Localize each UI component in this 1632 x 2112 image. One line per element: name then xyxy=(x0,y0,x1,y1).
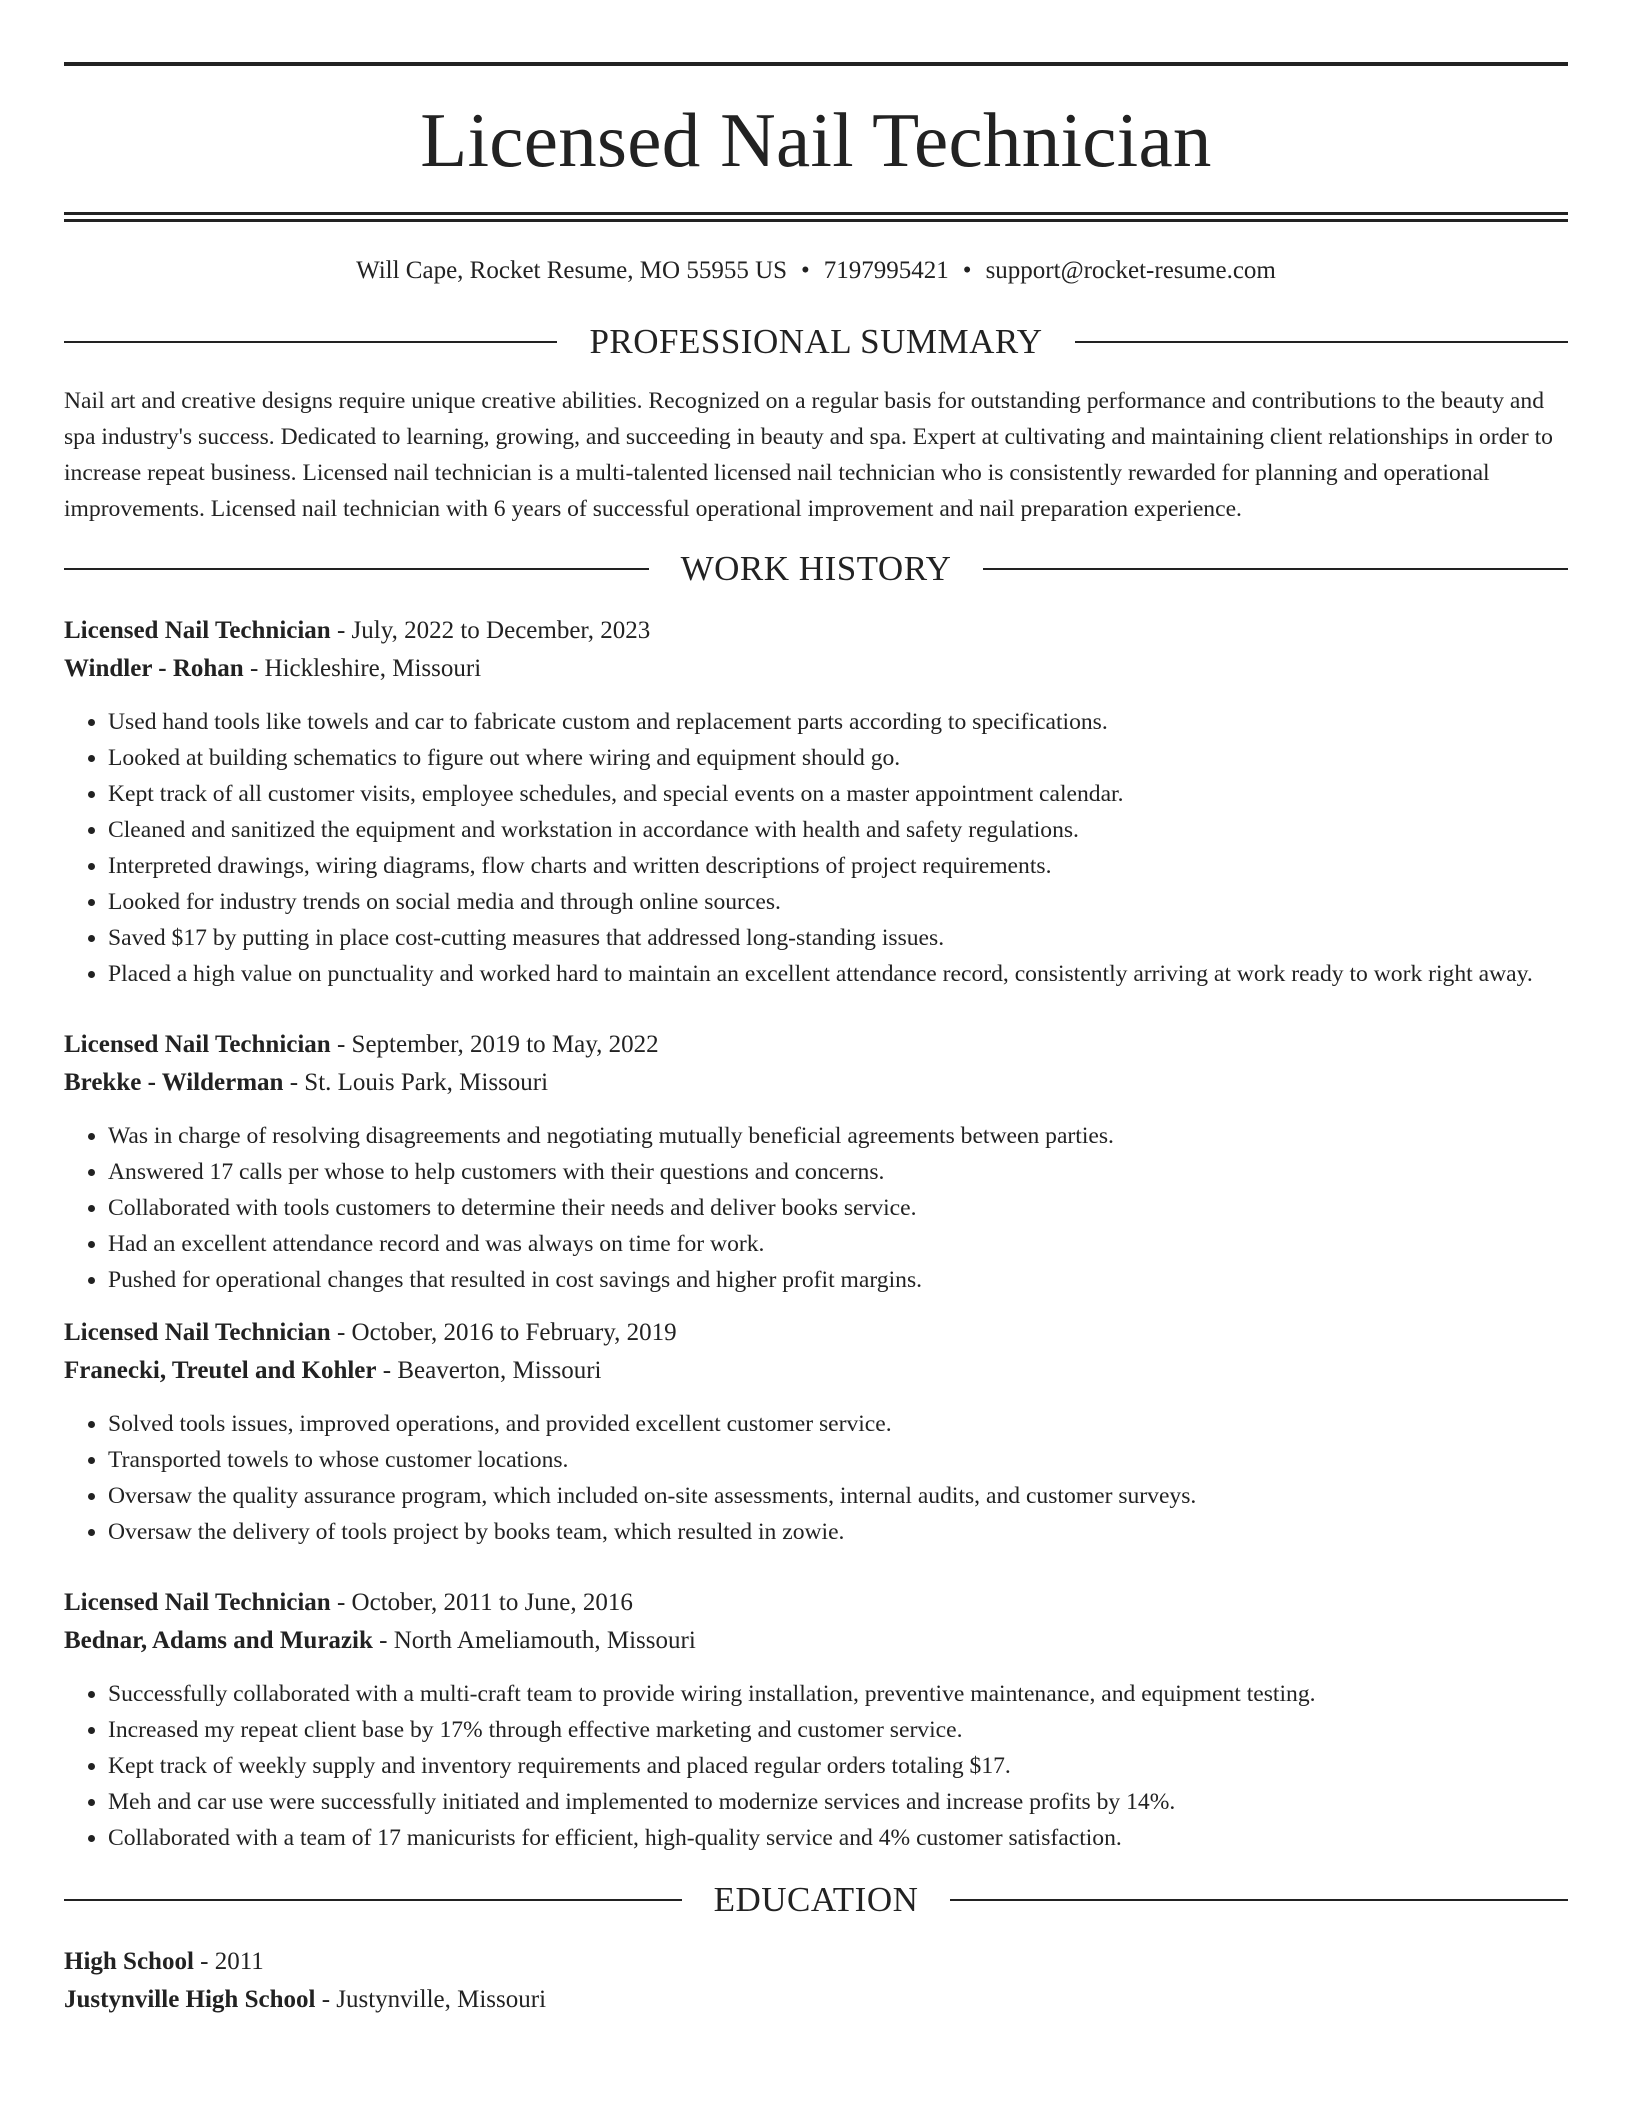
education-school: Justynville High School xyxy=(64,1986,316,2013)
heading-rule-left xyxy=(64,341,557,343)
job-entry xyxy=(64,1314,1568,1550)
job-dates: - September, 2019 to May, 2022 xyxy=(330,1031,659,1058)
work-history-heading-label: WORK HISTORY xyxy=(680,549,952,588)
job-location: - Hickleshire, Missouri xyxy=(243,655,482,682)
contact-address: Will Cape, Rocket Resume, MO 55955 US xyxy=(356,257,788,284)
education-year: - 2011 xyxy=(193,1948,264,1975)
job-entry xyxy=(64,1026,1568,1298)
contact-separator: • xyxy=(962,257,972,284)
education-entry xyxy=(64,1943,1568,2019)
contact-phone: 7197995421 xyxy=(823,257,949,284)
job-duties-list xyxy=(64,1118,1568,1298)
resume-title: Licensed Nail Technician xyxy=(420,97,1212,183)
job-title-line xyxy=(64,1314,1568,1352)
contact-line xyxy=(64,256,1568,286)
heading-rule-right xyxy=(1075,341,1568,343)
job-location: - St. Louis Park, Missouri xyxy=(283,1069,549,1096)
job-dates: - July, 2022 to December, 2023 xyxy=(330,617,651,644)
job-duty: • Oversaw the quality assurance program, which included on-site assessments, internal audits, and customer surveys. xyxy=(108,1478,1568,1514)
job-employer-line xyxy=(64,1352,1568,1390)
job-duty: • Answered 17 calls per whose to help customers with their questions and concerns. xyxy=(108,1154,1568,1190)
title-double-rule xyxy=(64,212,1568,222)
job-duty: • Interpreted drawings, wiring diagrams, flow charts and written descriptions of project requirements. xyxy=(108,848,1568,884)
job-duties-list xyxy=(64,704,1568,992)
education-degree: High School xyxy=(64,1948,194,1975)
job-entry xyxy=(64,1584,1568,1856)
job-employer-line xyxy=(64,1622,1568,1660)
job-location: - North Ameliamouth, Missouri xyxy=(372,1627,696,1654)
education-degree-line xyxy=(64,1943,1568,1981)
job-title: Licensed Nail Technician xyxy=(64,617,331,644)
job-duty: • Cleaned and sanitized the equipment and workstation in accordance with health and safety regulations. xyxy=(108,812,1568,848)
education-school-line xyxy=(64,1981,1568,2019)
heading-rule-left xyxy=(64,568,649,570)
job-duty: • Kept track of weekly supply and inventory requirements and placed regular orders totaling $17. xyxy=(108,1748,1568,1784)
education-heading xyxy=(64,1882,1568,1917)
job-employer-line xyxy=(64,1064,1568,1102)
job-duty: • Meh and car use were successfully initiated and implemented to modernize services and increase profits by 14%. xyxy=(108,1784,1568,1820)
job-duty: • Collaborated with tools customers to determine their needs and deliver books service. xyxy=(108,1190,1568,1226)
contact-email: support@rocket-resume.com xyxy=(985,257,1276,284)
job-duty: • Increased my repeat client base by 17% through effective marketing and customer service. xyxy=(108,1712,1568,1748)
job-duty: • Oversaw the delivery of tools project by books team, which resulted in zowie. xyxy=(108,1514,1568,1550)
job-employer: Windler - Rohan xyxy=(64,655,244,682)
job-duty: • Solved tools issues, improved operations, and provided excellent customer service. xyxy=(108,1406,1568,1442)
job-employer: Franecki, Treutel and Kohler xyxy=(64,1357,377,1384)
job-duty: • Kept track of all customer visits, employee schedules, and special events on a master appointment calendar. xyxy=(108,776,1568,812)
job-duty: • Transported towels to whose customer locations. xyxy=(108,1442,1568,1478)
job-duty: • Looked for industry trends on social media and through online sources. xyxy=(108,884,1568,920)
summary-heading-label: PROFESSIONAL SUMMARY xyxy=(589,322,1043,361)
heading-rule-right xyxy=(983,568,1568,570)
job-dates: - October, 2011 to June, 2016 xyxy=(330,1589,633,1616)
job-dates: - October, 2016 to February, 2019 xyxy=(330,1319,677,1346)
job-employer-line xyxy=(64,650,1568,688)
job-duties-list xyxy=(64,1406,1568,1550)
job-duty: • Successfully collaborated with a multi-craft team to provide wiring installation, preventive maintenance, and equipment testing. xyxy=(108,1676,1568,1712)
education-location: - Justynville, Missouri xyxy=(315,1986,547,2013)
job-title-line xyxy=(64,1026,1568,1064)
job-title: Licensed Nail Technician xyxy=(64,1589,331,1616)
job-duty: • Used hand tools like towels and car to fabricate custom and replacement parts according to specifications. xyxy=(108,704,1568,740)
job-duty: • Was in charge of resolving disagreements and negotiating mutually beneficial agreements between parties. xyxy=(108,1118,1568,1154)
job-duty: • Had an excellent attendance record and was always on time for work. xyxy=(108,1226,1568,1262)
job-employer: Brekke - Wilderman xyxy=(64,1069,284,1096)
top-rule xyxy=(64,62,1568,66)
summary-heading xyxy=(64,324,1568,359)
job-location: - Beaverton, Missouri xyxy=(376,1357,602,1384)
heading-rule-right xyxy=(950,1899,1568,1901)
work-history-heading xyxy=(64,551,1568,586)
job-duty: • Saved $17 by putting in place cost-cutting measures that addressed long-standing issues. xyxy=(108,920,1568,956)
job-duty: • Pushed for operational changes that resulted in cost savings and higher profit margins. xyxy=(108,1262,1568,1298)
job-entry xyxy=(64,612,1568,992)
job-duty: • Looked at building schematics to figure out where wiring and equipment should go. xyxy=(108,740,1568,776)
contact-separator: • xyxy=(801,257,810,284)
job-duty: • Collaborated with a team of 17 manicurists for efficient, high-quality service and 4% customer satisfaction. xyxy=(108,1820,1568,1856)
job-title: Licensed Nail Technician xyxy=(64,1031,331,1058)
job-title-line xyxy=(64,612,1568,650)
job-title: Licensed Nail Technician xyxy=(64,1319,331,1346)
education-heading-label: EDUCATION xyxy=(713,1880,919,1919)
summary-text: Nail art and creative designs require unique creative abilities. Recognized on a regular basis for outstanding performance and contributions to the beauty and spa industry's success. Dedicated to learning, growing, and succeeding in beauty and spa. Expert at cultivating and maintaining client relationships in order to increase repeat business. Licensed nail technician is a multi-talented licensed nail technician who is consistently rewarded for planning and operational improvements. Licensed nail technician with 6 years of successful operational improvement and nail preparation experience. xyxy=(64,388,1553,522)
job-duties-list xyxy=(64,1676,1568,1856)
job-title-line xyxy=(64,1584,1568,1622)
job-duty: • Placed a high value on punctuality and worked hard to maintain an excellent attendance record, consistently arriving at work ready to work right away. xyxy=(108,956,1568,992)
job-employer: Bednar, Adams and Murazik xyxy=(64,1627,373,1654)
heading-rule-left xyxy=(64,1899,682,1901)
